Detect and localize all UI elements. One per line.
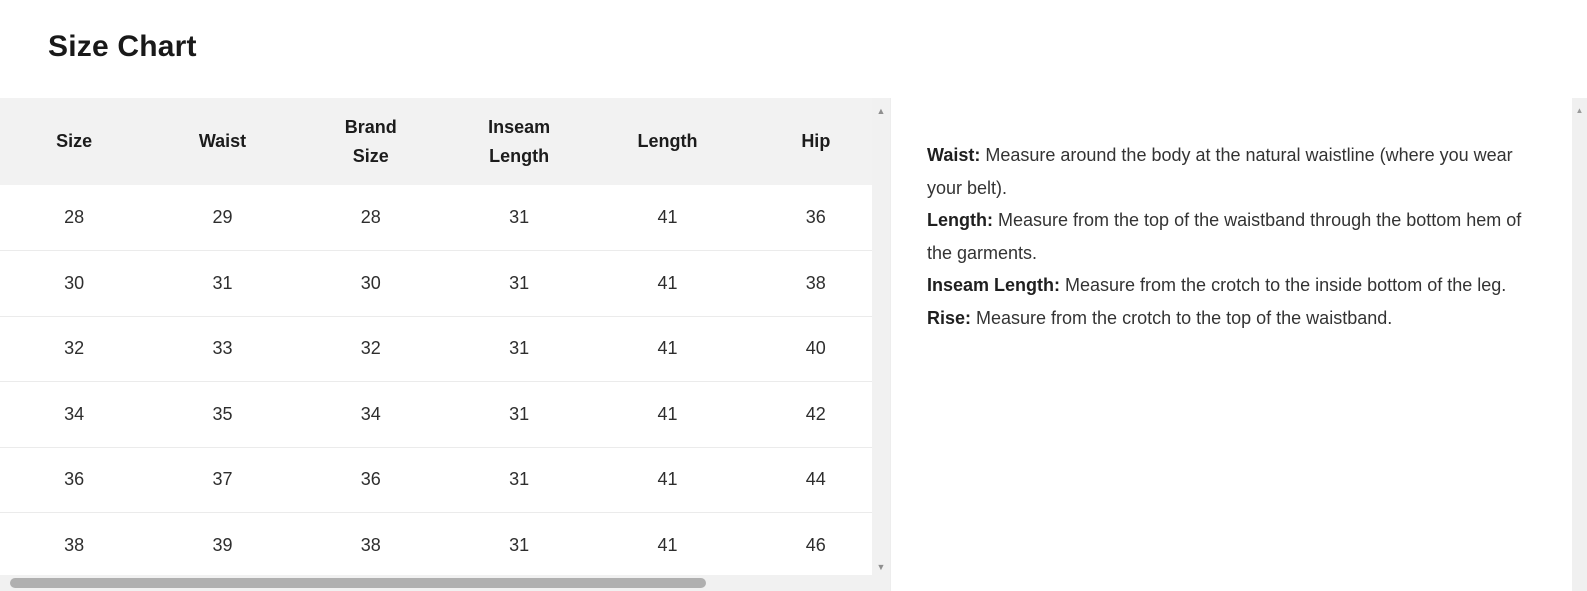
cell-inseam-length: 31 — [445, 513, 593, 579]
panel-vertical-scrollbar[interactable] — [1572, 98, 1587, 591]
title-bar — [0, 0, 1587, 98]
cell-waist: 37 — [148, 447, 296, 513]
cell-brand-size: 36 — [297, 447, 445, 513]
table-row — [0, 382, 890, 448]
table-row — [0, 513, 890, 579]
cell-waist: 29 — [148, 185, 296, 251]
instruction-body: Measure around the body at the natural waistline (where you wear your belt). — [927, 145, 1513, 198]
column-header-inseam-length: Inseam Length — [445, 98, 593, 185]
cell-hip: 38 — [742, 251, 890, 317]
instructions-text — [927, 139, 1527, 335]
table-row — [0, 447, 890, 513]
instruction-label: Waist: — [927, 145, 981, 165]
scroll-up-icon[interactable]: ▲ — [1575, 106, 1584, 115]
column-header-length: Length — [593, 98, 741, 185]
instruction-label: Rise: — [927, 307, 972, 328]
cell-length: 41 — [593, 513, 741, 579]
page-title: Size Chart — [48, 30, 197, 63]
table-row — [0, 185, 890, 251]
cell-inseam-length: 31 — [445, 185, 593, 251]
scroll-down-icon[interactable]: ▼ — [876, 562, 886, 572]
instruction-body: Measure from the crotch to the top of the waistband. — [971, 307, 1393, 328]
cell-brand-size: 28 — [297, 185, 445, 251]
table-horizontal-scrollbar[interactable] — [0, 575, 872, 591]
cell-size: 28 — [0, 185, 148, 251]
horizontal-scrollbar-thumb[interactable] — [10, 578, 706, 588]
table-vertical-scrollbar[interactable] — [872, 98, 890, 591]
size-chart-table — [0, 98, 890, 579]
instruction-length — [927, 204, 1527, 269]
instruction-rise — [927, 302, 1527, 335]
cell-waist: 31 — [148, 251, 296, 317]
cell-waist: 39 — [148, 513, 296, 579]
measurement-instructions-panel — [890, 98, 1572, 591]
cell-brand-size: 30 — [297, 251, 445, 317]
cell-brand-size: 38 — [297, 513, 445, 579]
cell-length: 41 — [593, 382, 741, 448]
table-header-row — [0, 98, 890, 185]
instruction-body: Measure from the top of the waistband through the bottom hem of the garments. — [927, 210, 1522, 263]
cell-hip: 44 — [742, 447, 890, 513]
cell-waist: 35 — [148, 382, 296, 448]
instruction-body: Measure from the crotch to the inside bottom of the leg. — [1060, 275, 1507, 296]
column-header-hip: Hip — [742, 98, 890, 185]
cell-waist: 33 — [148, 316, 296, 382]
instruction-label: Inseam Length: — [927, 275, 1061, 296]
cell-inseam-length: 31 — [445, 447, 593, 513]
cell-inseam-length: 31 — [445, 251, 593, 317]
instruction-label: Length: — [927, 210, 993, 231]
cell-length: 41 — [593, 316, 741, 382]
cell-inseam-length: 31 — [445, 316, 593, 382]
column-header-waist: Waist — [148, 98, 296, 185]
cell-hip: 40 — [742, 316, 890, 382]
main-content — [0, 98, 1587, 591]
cell-length: 41 — [593, 447, 741, 513]
column-header-brand-size: Brand Size — [297, 98, 445, 185]
cell-size: 34 — [0, 382, 148, 448]
cell-size: 32 — [0, 316, 148, 382]
cell-hip: 42 — [742, 382, 890, 448]
cell-length: 41 — [593, 251, 741, 317]
instruction-inseam-length — [927, 269, 1527, 302]
cell-size: 36 — [0, 447, 148, 513]
column-header-size: Size — [0, 98, 148, 185]
scroll-up-icon[interactable]: ▲ — [876, 106, 886, 116]
cell-hip: 36 — [742, 185, 890, 251]
cell-size: 38 — [0, 513, 148, 579]
cell-hip: 46 — [742, 513, 890, 579]
size-chart-table-pane — [0, 98, 890, 591]
table-row — [0, 251, 890, 317]
cell-brand-size: 34 — [297, 382, 445, 448]
cell-size: 30 — [0, 251, 148, 317]
instruction-waist — [927, 139, 1527, 204]
cell-length: 41 — [593, 185, 741, 251]
cell-inseam-length: 31 — [445, 382, 593, 448]
cell-brand-size: 32 — [297, 316, 445, 382]
table-row — [0, 316, 890, 382]
